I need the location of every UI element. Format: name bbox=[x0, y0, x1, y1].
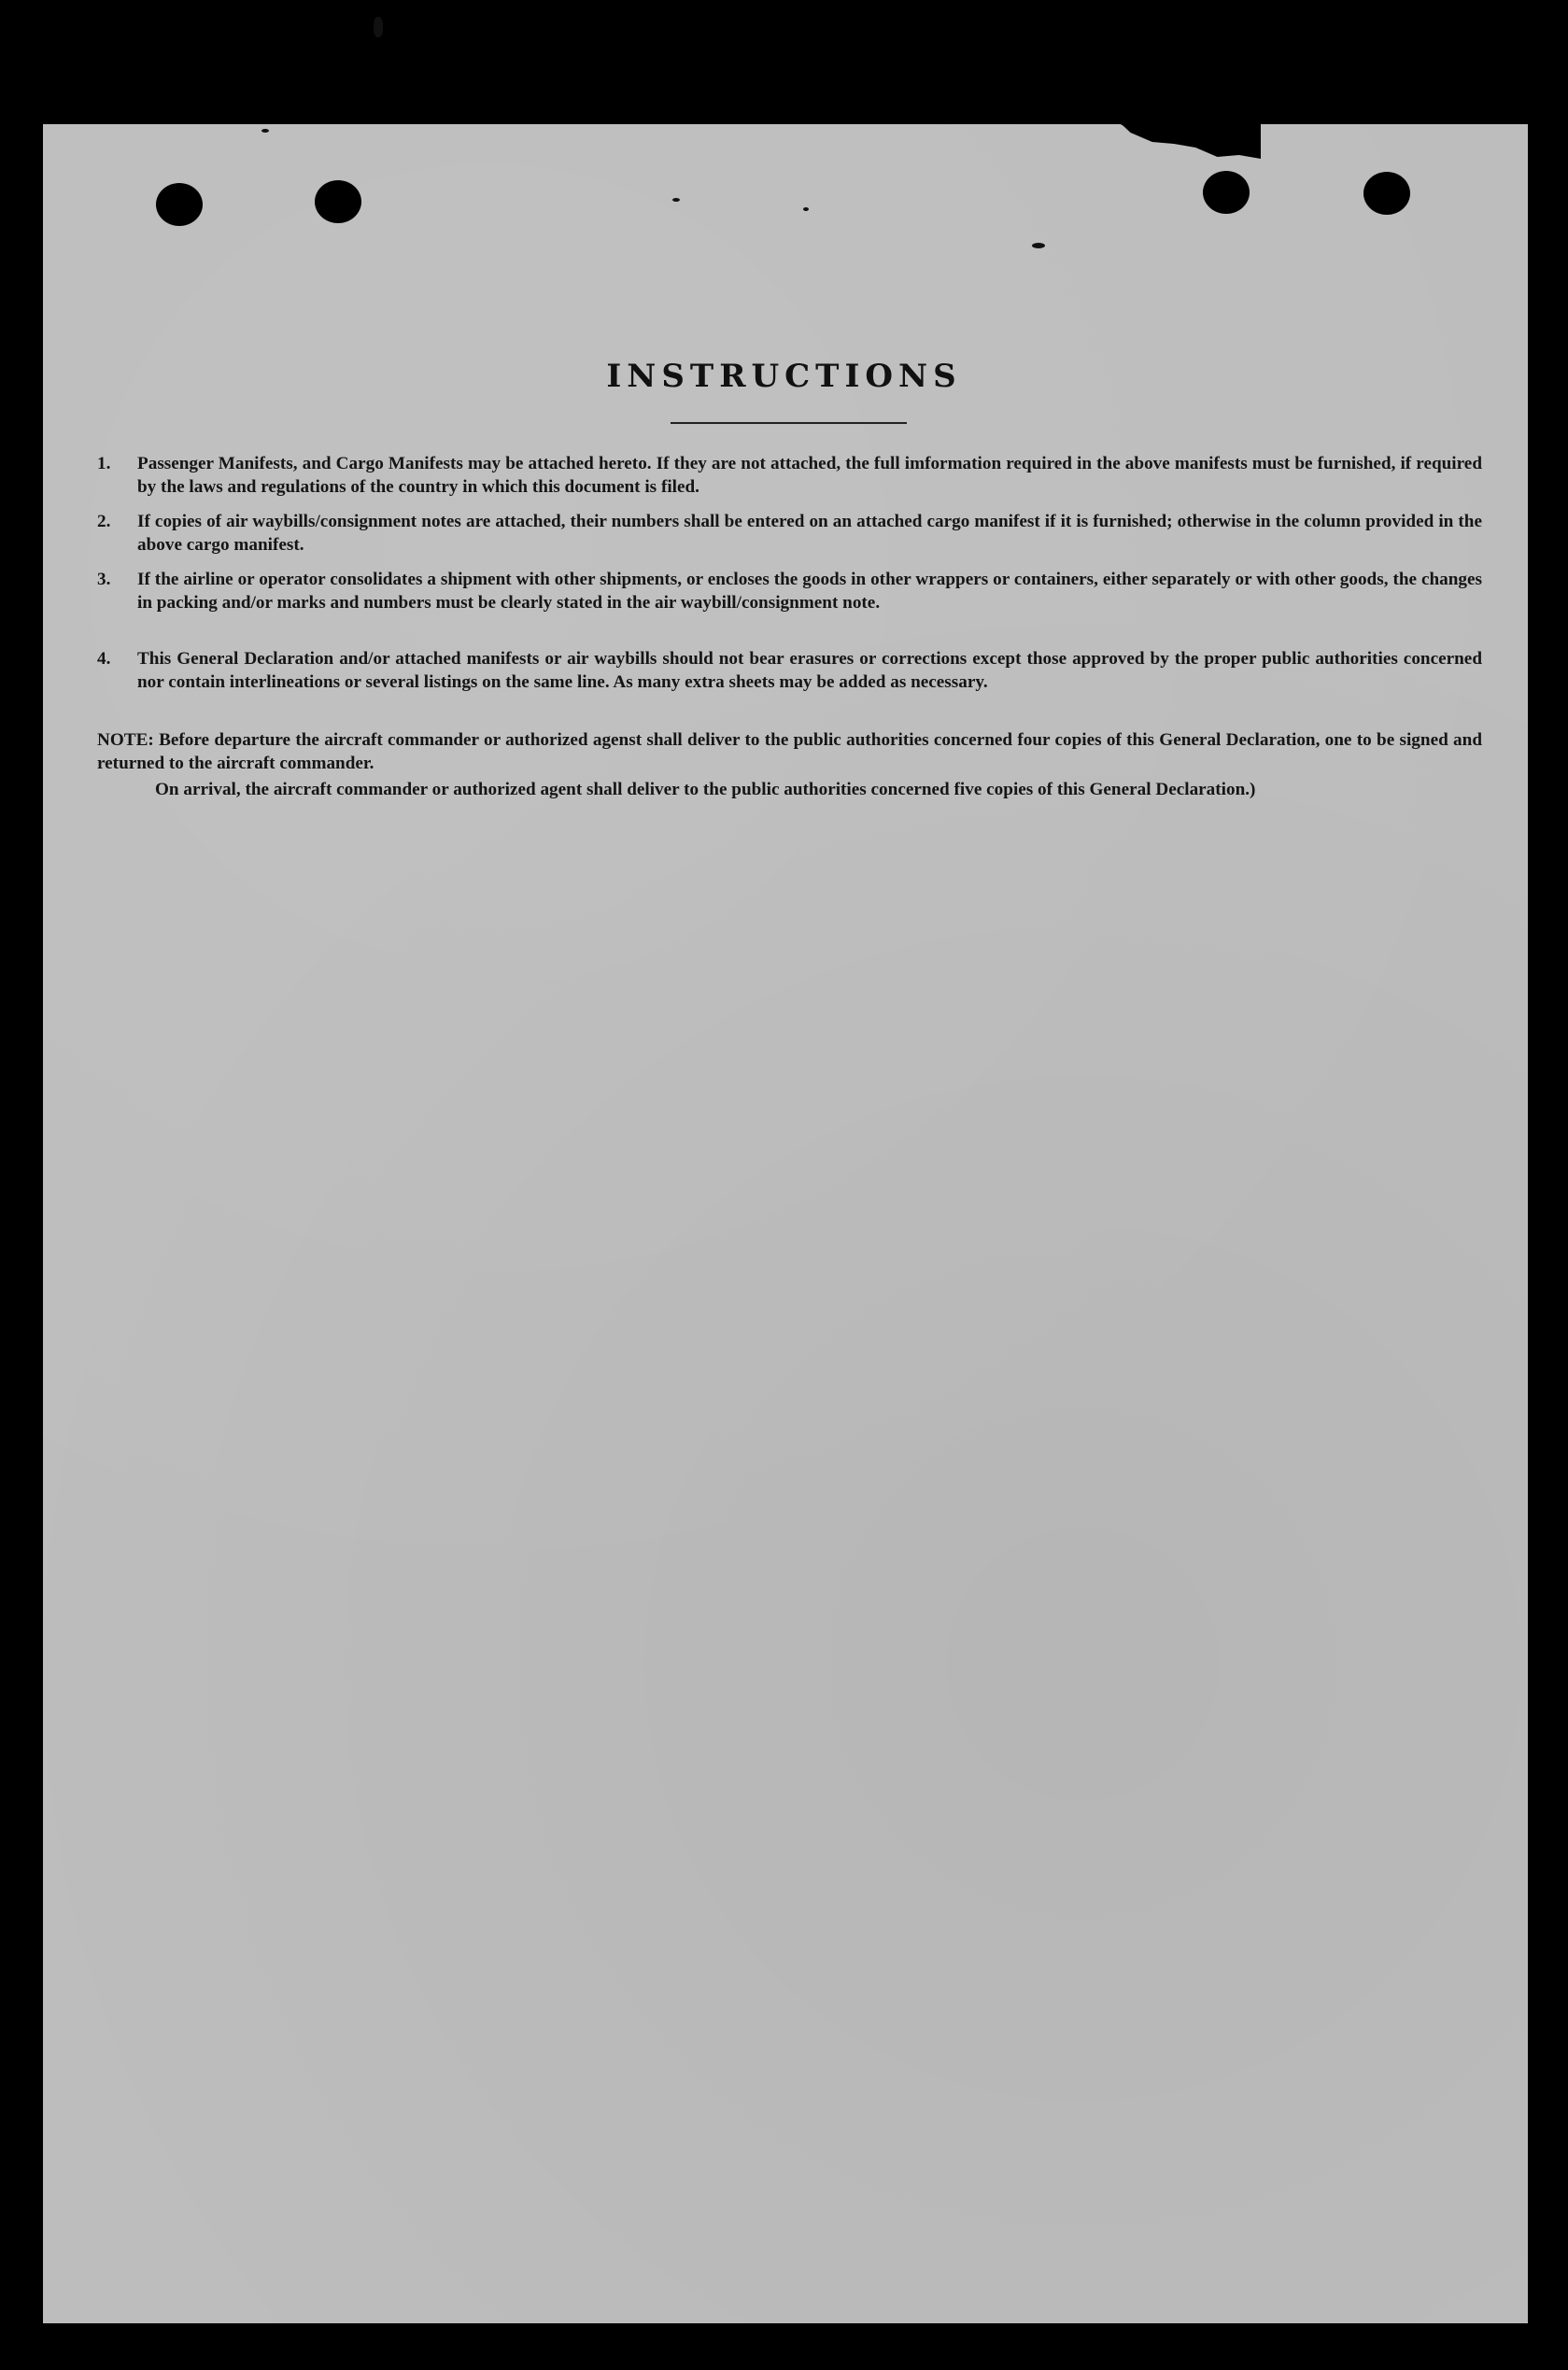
scan-speck bbox=[672, 198, 680, 202]
title-underline bbox=[671, 422, 907, 424]
punch-hole bbox=[1203, 171, 1250, 214]
item-number: 3. bbox=[97, 570, 111, 589]
item-number: 4. bbox=[97, 649, 111, 669]
note-text bbox=[97, 728, 1482, 775]
item-number: 2. bbox=[97, 512, 111, 531]
scan-speck bbox=[374, 17, 383, 37]
scan-speck bbox=[261, 129, 269, 133]
page-title: INSTRUCTIONS bbox=[606, 358, 962, 395]
item-text: Passenger Manifests, and Cargo Manifests may be attached hereto. If they are not attached, the full imformation required in the above manifests must be furnished, if required by the laws and regulations of the country in which this document is filed. bbox=[137, 454, 1482, 497]
item-number: 1. bbox=[97, 454, 111, 473]
item-text: If the airline or operator consolidates a shipment with other shipments, or encloses the goods in other wrappers or containers, either separately or with other goods, the changes in packing and/or marks and numbers must be clearly stated in the air waybill/consignment note. bbox=[137, 570, 1482, 613]
punch-hole bbox=[315, 180, 361, 223]
item-text: This General Declaration and/or attached manifests or air waybills should not bear erasures or corrections except those approved by the proper public authorities concerned nor contain interlineations or several listings on the same line. As many extra sheets may be added as necessary. bbox=[137, 649, 1482, 692]
punch-hole bbox=[156, 183, 203, 226]
item-text: If copies of air waybills/consignment notes are attached, their numbers shall be entered on an attached cargo manifest if it is furnished; otherwise in the column provided in the above cargo manifest. bbox=[137, 512, 1482, 555]
note-label: NOTE: bbox=[97, 730, 154, 750]
note-arrival-text: On arrival, the aircraft commander or authorized agent shall deliver to the public authorities concerned five copies of this General Declaration.) bbox=[155, 780, 1256, 799]
scan-speck bbox=[803, 207, 809, 211]
scan-speck bbox=[1032, 243, 1045, 248]
punch-hole bbox=[1363, 172, 1410, 215]
note-body: Before departure the aircraft commander or authorized agenst shall deliver to the public authorities concerned four copies of this General Declaration, one to be signed and returned to the aircraft commander. bbox=[97, 730, 1482, 773]
